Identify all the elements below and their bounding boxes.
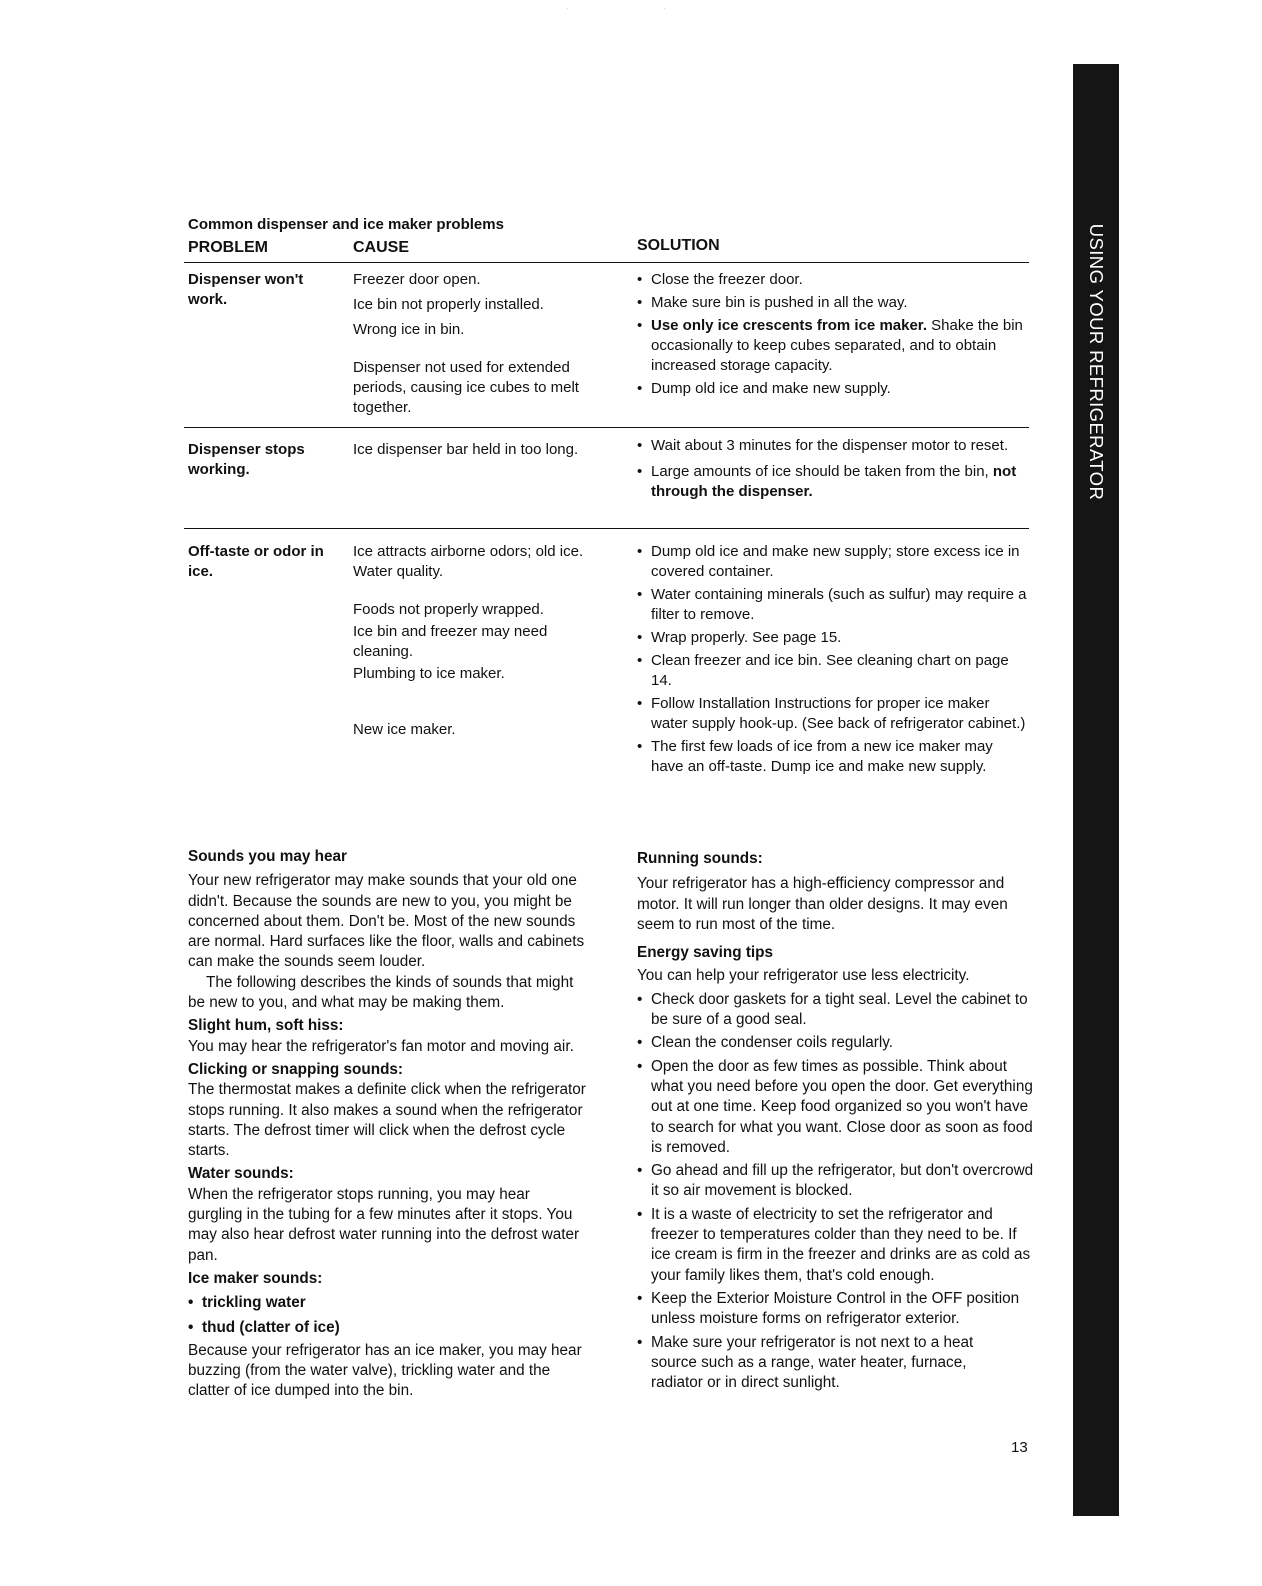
- energy-tip: • Check door gaskets for a tight seal. Level the cabinet to be sure of a good seal.: [637, 990, 1037, 1031]
- row-rule: [184, 427, 1029, 428]
- solution-item: • Make sure bin is pushed in all the way.: [637, 293, 1027, 313]
- click-text: The thermostat makes a definite click when the refrigerator stops running. It also makes a sound when the refrigerator starts. The defrost timer will click when the defrost cycle starts.: [188, 1081, 586, 1160]
- solution-emphasis: Use only ice crescents from ice maker.: [651, 317, 927, 334]
- running-section: [637, 849, 1037, 1396]
- solution-item: • Dump old ice and make new supply; store excess ice in covered container.: [637, 542, 1027, 582]
- cause-list: [353, 542, 593, 745]
- solution-item: • Follow Installation Instructions for proper ice maker water supply hook-up. (See back of refrigerator cabinet.): [637, 694, 1027, 734]
- hum-title: Slight hum, soft hiss:: [188, 1017, 344, 1035]
- problems-title: Common dispenser and ice maker problems: [188, 216, 504, 233]
- running-text: Your refrigerator has a high-efficiency compressor and motor. It will run longer than older designs. It may even seem to run most of the time.: [637, 875, 1008, 933]
- page-number: 13: [1011, 1439, 1028, 1456]
- solution-text: Large amounts of ice should be taken from the bin,: [651, 463, 993, 480]
- solution-item: • Clean freezer and ice bin. See cleaning chart on page 14.: [637, 651, 1027, 691]
- solution-item: [637, 462, 1027, 502]
- cause-list: [353, 270, 598, 423]
- energy-tip: • Clean the condenser coils regularly.: [637, 1033, 1037, 1053]
- solution-item: • Close the freezer door.: [637, 270, 1027, 290]
- problem-dispenser-stops: Dispenser stops working.: [188, 441, 305, 478]
- scan-speck: [664, 8, 665, 9]
- solution-item: • Dump old ice and make new supply.: [637, 379, 1027, 399]
- header-problem: PROBLEM: [188, 239, 268, 256]
- cause-item: New ice maker.: [353, 721, 456, 738]
- scan-speck: [567, 8, 568, 9]
- header-rule: [184, 262, 1029, 263]
- cause-item: Ice dispenser bar held in too long.: [353, 441, 579, 458]
- energy-tip: • Open the door as few times as possible. Think about what you need before you open the door. Get everything out at one time. Keep food organized so you won't have to search for what you want. Close door as soon as food is removed.: [637, 1057, 1037, 1158]
- solution-item: • Water containing minerals (such as sulfur) may require a filter to remove.: [637, 585, 1027, 625]
- header-cause: CAUSE: [353, 239, 410, 256]
- sounds-intro-2: The following describes the kinds of sounds that might be new to you, and what may be making them.: [188, 973, 574, 1012]
- cause-item: Wrong ice in bin.: [353, 321, 465, 338]
- solution-list: [637, 270, 1027, 402]
- cause-item: Plumbing to ice maker.: [353, 665, 505, 682]
- header-solution: SOLUTION: [637, 237, 720, 254]
- cause-item: Water quality.: [353, 563, 444, 580]
- solution-emphasis: not through the dispenser.: [651, 463, 1017, 500]
- energy-tip: • It is a waste of electricity to set the refrigerator and freezer to temperatures colder than they need to be. If ice cream is firm in the freezer and drinks are as cold as your family likes them, that's cold enough.: [637, 1205, 1037, 1286]
- cause-item: Freezer door open.: [353, 271, 481, 288]
- cause-item: Ice bin and freezer may need cleaning.: [353, 623, 548, 660]
- energy-tip: • Go ahead and fill up the refrigerator, but don't overcrowd it so air movement is blocked.: [637, 1161, 1037, 1202]
- problem-off-taste: Off-taste or odor in ice.: [188, 543, 324, 580]
- water-title: Water sounds:: [188, 1165, 294, 1183]
- solution-item: • The first few loads of ice from a new ice maker may have an off-taste. Dump ice and make new supply.: [637, 737, 1027, 777]
- click-title: Clicking or snapping sounds:: [188, 1060, 404, 1078]
- energy-title: Energy saving tips: [637, 944, 774, 962]
- sounds-title: Sounds you may hear: [188, 848, 347, 865]
- energy-tip: • Make sure your refrigerator is not next to a heat source such as a range, water heater, furnace, radiator or in direct sunlight.: [637, 1333, 1011, 1394]
- cause-item: Ice attracts airborne odors; old ice.: [353, 543, 584, 560]
- ice-maker-item: • thud (clatter of ice): [188, 1318, 588, 1338]
- energy-tip: • Keep the Exterior Moisture Control in the OFF position unless moisture forms on refrigerator exterior.: [637, 1289, 1037, 1330]
- cause-item: Ice bin not properly installed.: [353, 296, 544, 313]
- row-rule: [184, 528, 1029, 529]
- sounds-section: [188, 847, 588, 1402]
- solution-item: • Wrap properly. See page 15.: [637, 628, 1027, 648]
- solution-list: [637, 542, 1027, 780]
- cause-item: Dispenser not used for extended periods, causing ice cubes to melt together.: [353, 359, 579, 416]
- running-title: Running sounds:: [637, 850, 763, 867]
- solution-text: Shake the bin occasionally to keep cubes separated, and to obtain increased storage capacity.: [651, 317, 1023, 374]
- solution-item: [637, 316, 1027, 376]
- water-text: When the refrigerator stops running, you may hear gurgling in the tubing for a few minutes after it stops. You may also hear defrost water running into the defrost water pan.: [188, 1185, 580, 1264]
- side-tab-label: USING YOUR REFRIGERATOR: [1086, 223, 1107, 501]
- hum-text: You may hear the refrigerator's fan motor and moving air.: [188, 1037, 574, 1055]
- cause-list: [353, 440, 588, 465]
- problem-dispenser-wont-work: Dispenser won't work.: [188, 271, 304, 308]
- ice-maker-item: • trickling water: [188, 1293, 588, 1313]
- solution-item: • Wait about 3 minutes for the dispenser motor to reset.: [637, 436, 1027, 456]
- ice-maker-title: Ice maker sounds:: [188, 1269, 323, 1287]
- ice-maker-text: Because your refrigerator has an ice maker, you may hear buzzing (from the water valve), trickling water and the clatter of ice dumped into the bin.: [188, 1341, 582, 1400]
- energy-intro: You can help your refrigerator use less electricity.: [637, 967, 970, 985]
- solution-list: [637, 436, 1027, 505]
- cause-item: Foods not properly wrapped.: [353, 601, 544, 618]
- sounds-intro: Your new refrigerator may make sounds that your old one didn't. Because the sounds are new to you, you might be concerned about them. Don't be. Most of the new sounds are normal. Hard surfaces like the floor, walls and cabinets can make the sounds seem louder.: [188, 872, 585, 971]
